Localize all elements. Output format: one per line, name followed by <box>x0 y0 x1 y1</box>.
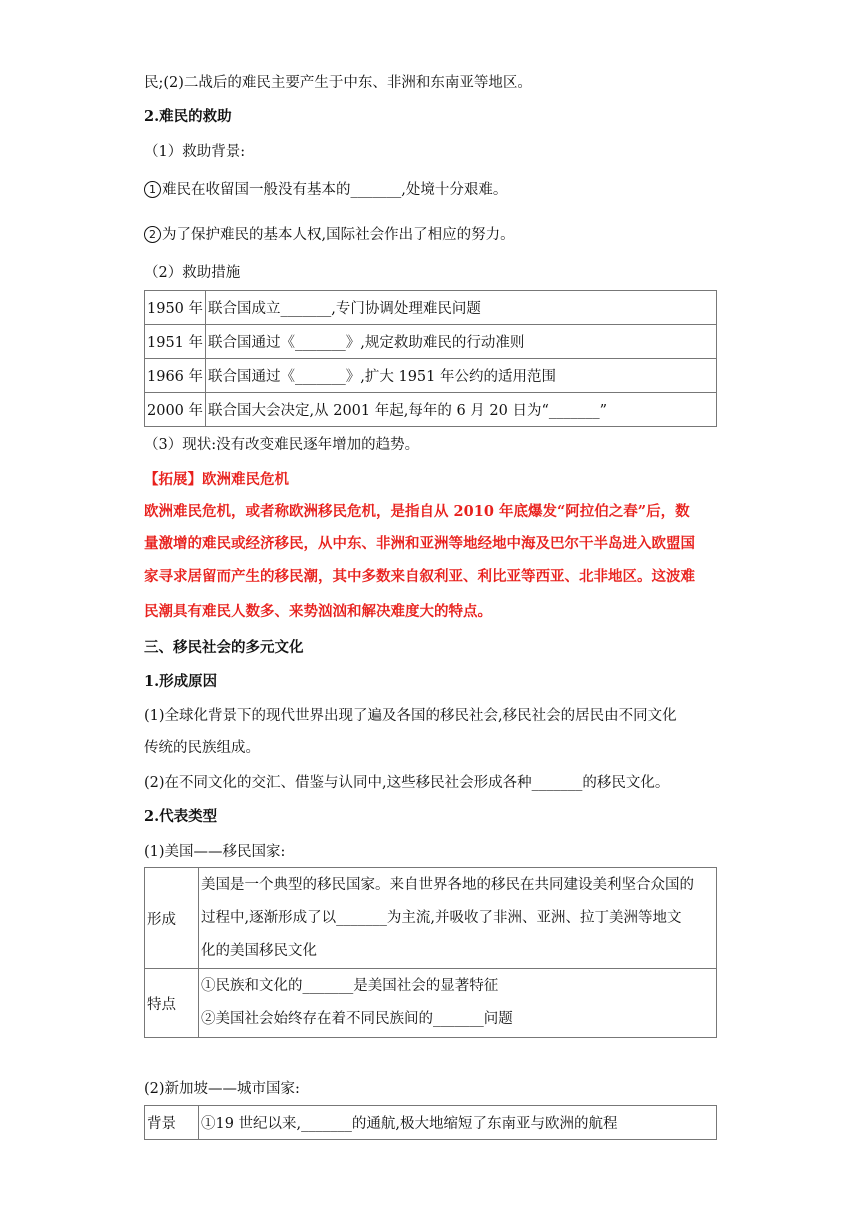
heading-refugee-rescue: 2.难民的救助 <box>144 108 232 125</box>
section-3-heading: 三、移民社会的多元文化 <box>144 639 304 656</box>
extension-paragraph-line: 欧洲难民危机，或者称欧洲移民危机，是指自从 2010 年底爆发“阿拉伯之春”后，数 <box>144 503 690 520</box>
measure-year: 1966 年 <box>145 359 206 393</box>
background-item-2-text: 为了保护难民的基本人权,国际社会作出了相应的努力。 <box>162 227 515 243</box>
status-line: （3）现状:没有改变难民逐年增加的趋势。 <box>144 437 420 453</box>
singapore-background-text: ①19 世纪以来,_______的通航,极大地缩短了东南亚与欧洲的航程 <box>199 1106 717 1140</box>
measure-year: 1951 年 <box>145 325 206 359</box>
table-row <box>145 325 717 359</box>
table-row <box>145 291 717 325</box>
measure-text: 联合国通过《_______》,规定救助难民的行动准则 <box>206 325 717 359</box>
measure-text: 联合国大会决定,从 2001 年起,每年的 6 月 20 日为“_______” <box>206 393 717 427</box>
extension-paragraph-line: 量激增的难民或经济移民，从中东、非洲和亚洲等地经地中海及巴尔干半岛进入欧盟国 <box>144 535 695 552</box>
rescue-measures-table <box>144 290 717 427</box>
table-row <box>145 969 717 1038</box>
table-row <box>145 393 717 427</box>
usa-formation-label: 形成 <box>145 868 199 969</box>
measure-year: 1950 年 <box>145 291 206 325</box>
extension-title: 【拓展】欧洲难民危机 <box>144 471 289 488</box>
usa-features-line: ①民族和文化的_______是美国社会的显著特征 <box>201 978 499 994</box>
cause-2-line: (2)在不同文化的交汇、借鉴与认同中,这些移民社会形成各种_______的移民文化。 <box>144 775 670 791</box>
usa-title: (1)美国——移民国家: <box>144 844 286 860</box>
extension-paragraph-line: 民潮具有难民人数多、来势汹汹和解决难度大的特点。 <box>144 603 492 620</box>
usa-table <box>144 867 717 1038</box>
circled-number-2: 2 <box>144 226 161 243</box>
table-row <box>145 359 717 393</box>
usa-features-line: ②美国社会始终存在着不同民族间的_______问题 <box>201 1011 513 1027</box>
usa-formation-line: 美国是一个典型的移民国家。来自世界各地的移民在共同建设美利坚合众国的 <box>201 876 694 893</box>
measure-text: 联合国成立_______,专门协调处理难民问题 <box>206 291 717 325</box>
usa-formation-line: 过程中,逐渐形成了以_______为主流,并吸收了非洲、亚洲、拉丁美洲等地文 <box>201 909 682 926</box>
subheading-rescue-background: （1）救助背景: <box>144 144 246 160</box>
cause-1-line: (1)全球化背景下的现代世界出现了遍及各国的移民社会,移民社会的居民由不同文化 <box>144 708 677 724</box>
singapore-title: (2)新加坡——城市国家: <box>144 1081 300 1097</box>
usa-formation-text <box>199 868 717 969</box>
usa-features-label: 特点 <box>145 969 199 1038</box>
singapore-background-label: 背景 <box>145 1106 199 1140</box>
measure-year: 2000 年 <box>145 393 206 427</box>
heading-representative-types: 2.代表类型 <box>144 808 218 825</box>
heading-formation-cause: 1.形成原因 <box>144 673 218 690</box>
subheading-rescue-measures: （2）救助措施 <box>144 265 241 281</box>
background-item-1 <box>144 180 507 200</box>
circled-number-1: 1 <box>144 181 161 198</box>
measure-text: 联合国通过《_______》,扩大 1951 年公约的适用范围 <box>206 359 717 393</box>
extension-paragraph-line: 家寻求居留而产生的移民潮，其中多数来自叙利亚、利比亚等西亚、北非地区。这波难 <box>144 568 695 585</box>
table-row <box>145 1106 717 1140</box>
background-item-1-text: 难民在收留国一般没有基本的_______,处境十分艰难。 <box>162 182 508 198</box>
cause-1-line: 传统的民族组成。 <box>144 740 260 756</box>
paragraph-refugee-regions: 民;(2)二战后的难民主要产生于中东、非洲和东南亚等地区。 <box>144 75 532 91</box>
table-row <box>145 868 717 969</box>
usa-features-text <box>199 969 717 1038</box>
singapore-table <box>144 1105 717 1140</box>
usa-formation-line: 化的美国移民文化 <box>201 942 317 959</box>
background-item-2 <box>144 225 515 245</box>
